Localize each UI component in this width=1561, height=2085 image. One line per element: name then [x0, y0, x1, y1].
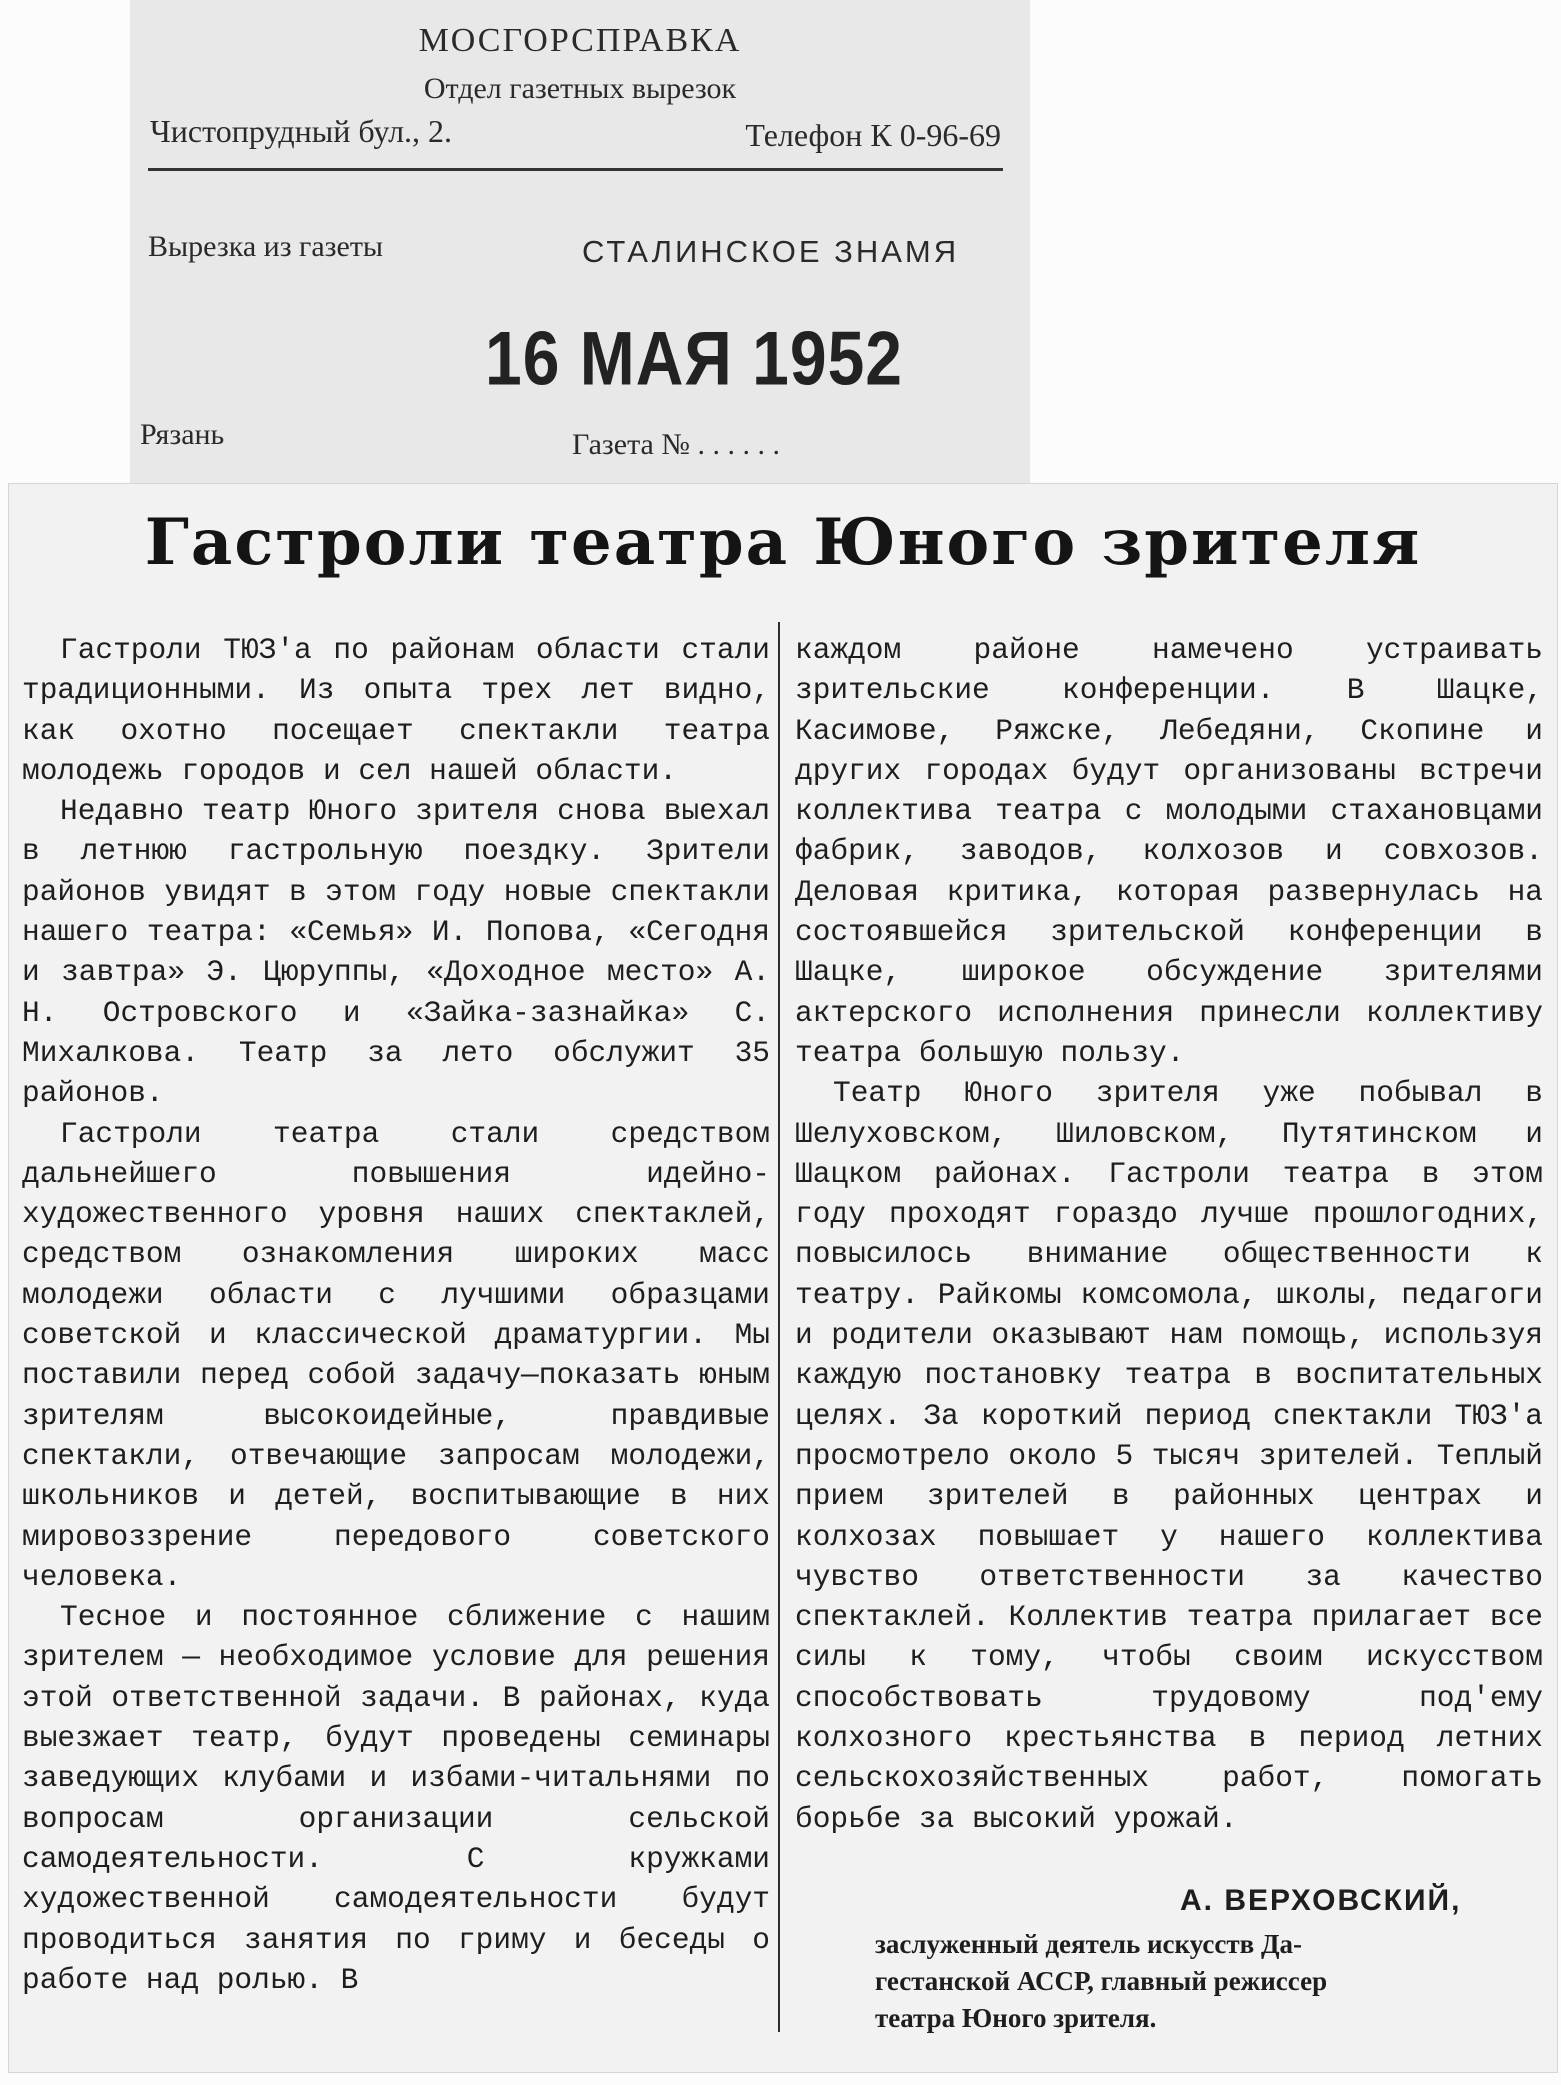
paragraph: Тесное и постоянное сближение с нашим зрителем — необходимое условие для решения этой ответственной задачи. В районах, куда выезжает театр, будут проведены семинары заведующих клубами и избами-читальнями по вопросам организации сельской самодеятельности. С кружками художественной самодеятельности будут проводиться занятия по гриму и беседы о работе над ролью. В: [22, 1600, 770, 1997]
paragraph: Театр Юного зрителя уже побывал в Шелуховском, Шиловском, Путятинском и Шацком районах. Гастроли театра в этом году проходят гораздо лучше прошлогодних, повысилось внимание общественности к театру. Райкомы комсомола, школы, педагоги и родители оказывают нам помощь, используя каждую постановку театра в воспитательных целях. За короткий период спектакли ТЮЗ'а просмотрело около 5 тысяч зрителей. Теплый прием зрителей в районных центрах и колхозах повышает у нашего коллектива чувство ответственности за качество спектаклей. Коллектив театра прилагает все силы к тому, чтобы своим искусством способствовать трудовому под'ему колхозного крестьянства в период летних сельскохозяйственных работ, помогать борьбе за высокий урожай.: [795, 1076, 1543, 1836]
slip-divider: [148, 168, 1003, 171]
article-right-column: [795, 630, 1543, 1839]
article-left-column: [22, 630, 770, 2000]
paragraph: Недавно театр Юного зрителя снова выехал в летнюю гастрольную поездку. Зрители районов увидят в этом году новые спектакли нашего театра: «Семья» И. Попова, «Сегодня и завтра» Э. Цюруппы, «Доходное место» А. Н. Островского и «Зайка-зазнайка» С. Михалкова. Театр за лето обслужит 35 районов.: [22, 794, 770, 1111]
slip-phone: Телефон К 0-96-69: [745, 117, 1001, 153]
column-divider: [778, 622, 780, 2032]
author-name: А. ВЕРХОВСКИЙ,: [1180, 1884, 1462, 1917]
slip-title: МОСГОРСПРАВКА: [418, 22, 742, 59]
paragraph: Гастроли театра стали средством дальнейшего повышения идейно-художественного уровня наших спектаклей, средством ознакомления широких масс молодежи области с лучшими образцами советской и классической драматургии. Мы поставили перед собой задачу—показать юным зрителям высокоидейные, правдивые спектакли, отвечающие запросам молодежи, школьников и детей, воспитывающие в них мировоззрение передового советского человека.: [22, 1116, 770, 1594]
slip-address: Чистопрудный бул., 2.: [150, 113, 453, 149]
author-title-line: заслуженный деятель искусств Да-: [875, 1929, 1303, 1959]
slip-city: Рязань: [140, 418, 225, 451]
author-title: [875, 1926, 1515, 2037]
paragraph: каждом районе намечено устраивать зрительские конференции. В Шацке, Касимове, Ряжске, Лебедяни, Скопине и других городах будут организованы встречи коллектива театра с молодыми стахановцами фабрик, заводов, колхозов и совхозов. Деловая критика, которая развернулась на состоявшейся зрительской конференции в Шацке, широкое обсуждение зрителями актерского исполнения принесли коллективу театра большую пользу.: [795, 633, 1543, 1070]
slip-gazette-number: Газета № . . . . . .: [572, 428, 780, 461]
date-stamp: 16 МАЯ 1952: [485, 315, 903, 401]
slip-cut-label: Вырезка из газеты: [148, 230, 384, 263]
slip-department: Отдел газетных вырезок: [423, 72, 737, 105]
paragraph: Гастроли ТЮЗ'а по районам области стали традиционными. Из опыта трех лет видно, как охотно посещает спектакли театра молодежь городов и сел нашей области.: [22, 633, 770, 788]
author-title-line: гестанской АССР, главный режиссер: [875, 1966, 1328, 1996]
article-headline: Гастроли театра Юного зрителя: [144, 505, 1422, 580]
author-title-line: театра Юного зрителя.: [875, 2003, 1157, 2033]
slip-paper-name: СТАЛИНСКОЕ ЗНАМЯ: [582, 234, 960, 269]
